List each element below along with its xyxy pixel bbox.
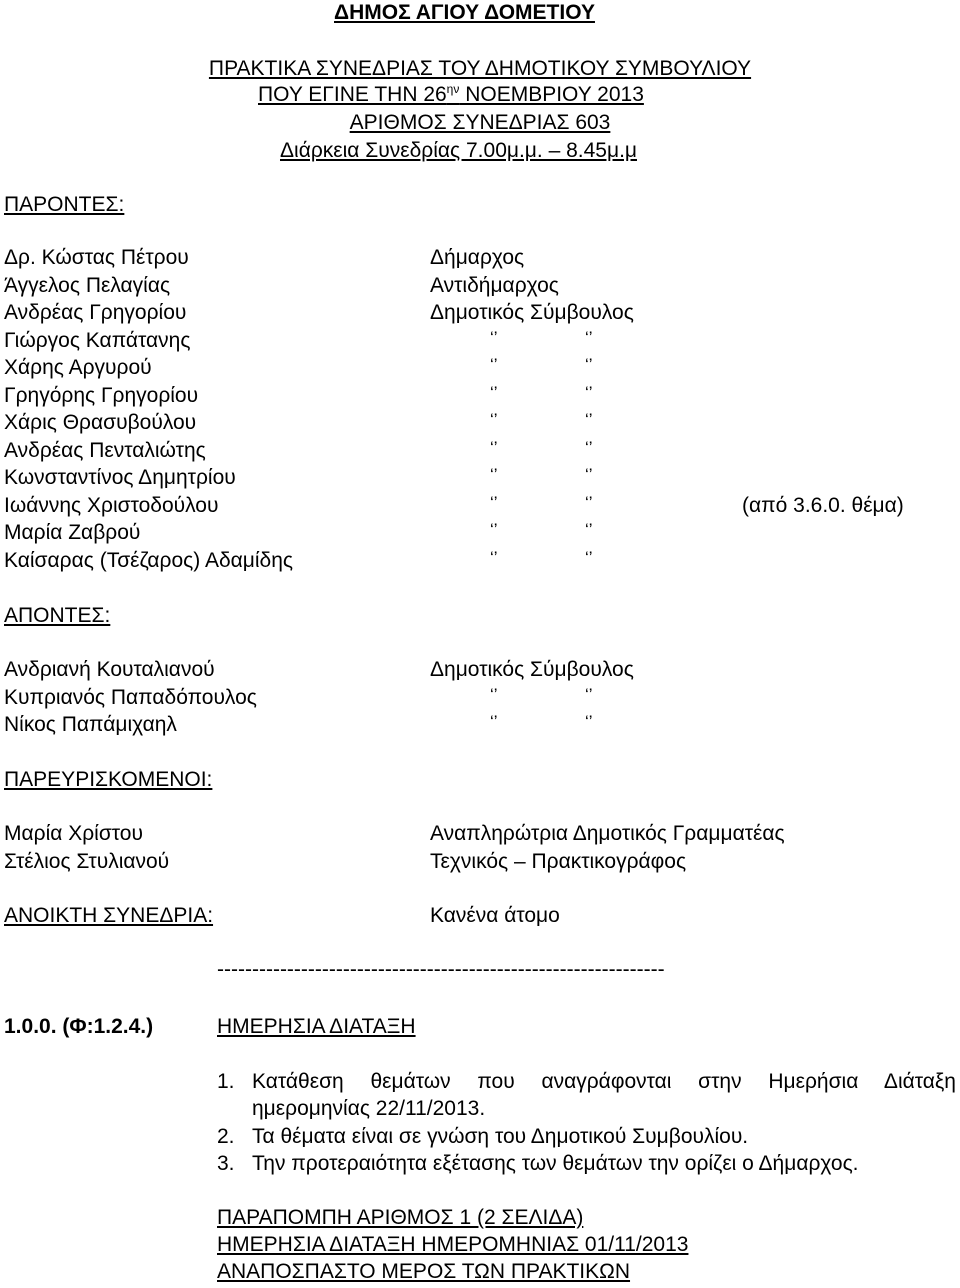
attending-heading: ΠΑΡΕΥΡΙΣΚΟΜΕΝΟΙ: [4,768,213,791]
ditto-mark: ‘’ [490,410,498,429]
present-member-role: Αντιδήμαρχος [430,274,559,297]
present-heading: ΠΑΡΟΝΤΕΣ: [4,193,125,216]
present-member-name: Χάρης Αργυρού [4,356,152,379]
present-member-name: Καίσαρας (Τσέζαρος) Αδαμίδης [4,549,294,572]
absent-member-name: Ανδριανή Κουταλιανού [4,658,215,681]
ditto-mark: ‘’ [585,685,593,704]
ditto-mark: ‘’ [585,328,593,347]
attending-member-name: Μαρία Χρίστου [4,822,143,845]
session-duration: Διάρκεια Συνεδρίας 7.00μ.μ. – 8.45μ.μ [280,139,637,162]
agenda-heading: ΗΜΕΡΗΣΙΑ ΔΙΑΤΑΞΗ [217,1015,416,1038]
present-member-name: Δρ. Κώστας Πέτρου [4,246,189,269]
ditto-mark: ‘’ [585,520,593,539]
agenda-item-text: Την προτεραιότητα εξέτασης των θεμάτων την ορίζει ο Δήμαρχος. [252,1152,859,1175]
attending-member-role: Αναπληρώτρια Δημοτικός Γραμματέας [430,822,785,845]
absent-heading: ΑΠΟΝΤΕΣ: [4,604,111,627]
ditto-mark: ‘’ [585,438,593,457]
ditto-mark: ‘’ [585,712,593,731]
ditto-mark: ‘’ [490,712,498,731]
open-session-heading: ΑΝΟΙΚΤΗ ΣΥΝΕΔΡΙΑ: [4,904,214,927]
ditto-mark: ‘’ [490,438,498,457]
reference-line: ΑΝΑΠΟΣΠΑΣΤΟ ΜΕΡΟΣ ΤΩΝ ΠΡΑΚΤΙΚΩΝ [217,1260,631,1283]
agenda-code: 1.0.0. (Φ:1.2.4.) [4,1015,154,1038]
present-member-name: Άγγελος Πελαγίας [4,274,171,297]
absent-member-role: Δημοτικός Σύμβουλος [430,658,634,681]
present-member-name: Γιώργος Καπάτανης [4,329,191,352]
attending-member-name: Στέλιος Στυλιανού [4,850,170,873]
agenda-item-number: 1. [217,1070,235,1093]
municipality-title: ΔΗΜΟΣ ΑΓΙΟΥ ΔΟΜΕΤΙΟΥ [334,1,595,24]
ditto-mark: ‘’ [585,493,593,512]
present-member-name: Χάρις Θρασυβούλου [4,411,197,434]
present-member-name: Γρηγόρης Γρηγορίου [4,384,199,407]
separator-line: ---------------------------------------------------------------- [217,958,665,981]
present-member-name: Ανδρέας Πενταλιώτης [4,439,206,462]
present-member-role: Δημοτικός Σύμβουλος [430,301,634,324]
agenda-item-text-continued: ημερομηνίας 22/11/2013. [252,1097,486,1120]
absent-member-name: Νίκος Παπάμιχαηλ [4,713,177,736]
minutes-title: ΠΡΑΚΤΙΚΑ ΣΥΝΕΔΡΙΑΣ ΤΟΥ ΔΗΜΟΤΙΚΟΥ ΣΥΜΒΟΥΛΙΟΥ [208,57,752,80]
present-member-name: Ανδρέας Γρηγορίου [4,301,187,324]
agenda-item-text: Τα θέματα είναι σε γνώση του Δημοτικού Συμβουλίου. [252,1125,749,1148]
agenda-item-text: Κατάθεση θεμάτων που αναγράφονται στην Ημερήσια Διάταξη [252,1070,956,1093]
present-member-name: Μαρία Ζαβρού [4,521,141,544]
attending-member-role: Τεχνικός – Πρακτικογράφος [430,850,687,873]
present-member-role: Δήμαρχος [430,246,525,269]
ditto-mark: ‘’ [490,520,498,539]
ditto-mark: ‘’ [585,355,593,374]
ditto-mark: ‘’ [490,685,498,704]
agenda-item-number: 3. [217,1152,235,1175]
ditto-mark: ‘’ [490,465,498,484]
ditto-mark: ‘’ [490,548,498,567]
meeting-date: ΠΟΥ ΕΓΙΝΕ ΤΗΝ $26^{\eta\nu}$ ΝΟΕΜΒΡΙΟΥ 2013 [258,82,644,106]
ditto-mark: ‘’ [585,548,593,567]
ditto-mark: ‘’ [585,465,593,484]
ditto-mark: ‘’ [585,410,593,429]
ditto-mark: ‘’ [490,383,498,402]
reference-line: ΗΜΕΡΗΣΙΑ ΔΙΑΤΑΞΗ ΗΜΕΡΟΜΗΝΙΑΣ 01/11/2013 [217,1233,689,1256]
absent-member-name: Κυπριανός Παπαδόπουλος [4,686,257,709]
ditto-mark: ‘’ [490,493,498,512]
ditto-mark: ‘’ [490,328,498,347]
reference-line: ΠΑΡΑΠΟΜΠΗ ΑΡΙΘΜΟΣ 1 (2 ΣΕΛΙΔΑ) [217,1206,584,1229]
session-number: ΑΡΙΘΜΟΣ ΣΥΝΕΔΡΙΑΣ 603 [349,111,611,134]
present-member-name: Κωνσταντίνος Δημητρίου [4,466,236,489]
agenda-item-number: 2. [217,1125,235,1148]
ditto-mark: ‘’ [585,383,593,402]
open-session-value: Κανένα άτομο [430,904,560,927]
ditto-mark: ‘’ [490,355,498,374]
present-member-name: Ιωάννης Χριστοδούλου [4,494,219,517]
attendance-note: (από 3.6.0. θέμα) [742,494,904,517]
